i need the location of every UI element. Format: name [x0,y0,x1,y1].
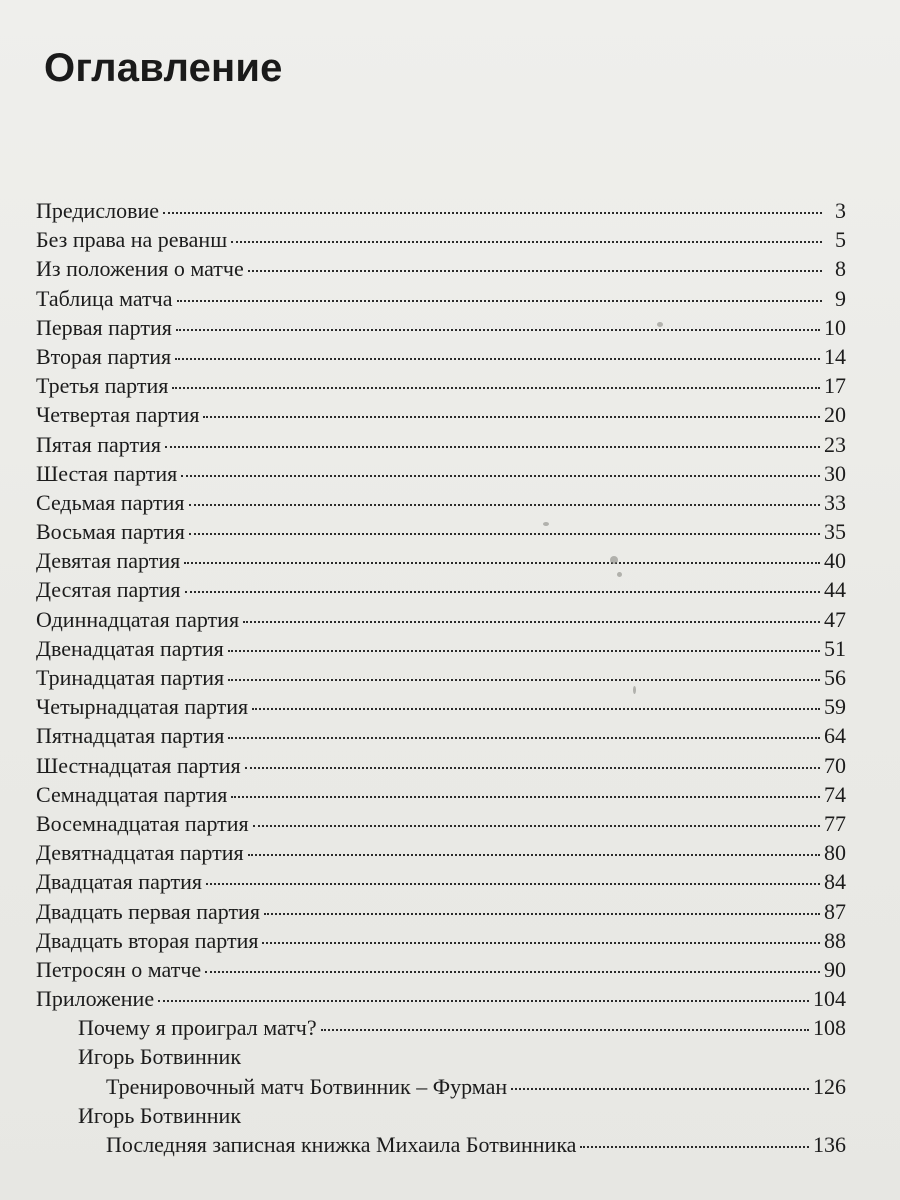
toc-page-number: 90 [824,956,846,982]
dot-leader [185,573,821,593]
print-speck [543,522,549,526]
toc-entry-title: Тринадцатая партия [36,665,225,690]
toc-page-number: 30 [824,460,846,486]
toc-page-number: 87 [824,898,846,924]
dot-leader [252,690,820,710]
dot-leader [262,924,820,944]
toc-entry [36,897,846,926]
toc-page-number: 84 [824,869,846,895]
toc-page-number: 40 [824,548,846,574]
table-of-contents [36,196,846,1159]
toc-entry [36,459,846,488]
dot-leader [231,223,822,243]
dot-leader [228,719,820,739]
toc-entry [36,1042,846,1071]
dot-leader [248,836,820,856]
toc-entry [36,196,846,225]
dot-leader [184,544,820,564]
toc-entry [36,488,846,517]
toc-entry [36,517,846,546]
toc-entry [36,955,846,984]
dot-leader [231,778,820,798]
dot-leader [189,486,820,506]
toc-entry-title: Семнадцатая партия [36,781,228,807]
toc-entry [36,225,846,254]
toc-page-number: 35 [824,519,846,545]
toc-entry-title: Четвертая партия [36,402,200,428]
toc-entry-title: Вторая партия [36,343,172,369]
toc-entry-title: Пятнадцатая партия [36,723,225,749]
toc-entry [36,663,846,692]
toc-page-number: 14 [824,343,846,369]
dot-leader [248,252,822,272]
toc-entry [36,575,846,604]
toc-page-number: 88 [824,927,846,953]
toc-page-number: 104 [813,986,846,1012]
print-speck [610,556,618,564]
toc-page-number: 23 [824,431,846,457]
toc-entry [36,546,846,575]
dot-leader [245,1101,822,1119]
toc-page-number: 33 [824,489,846,515]
page-title: Оглавление [44,46,283,90]
toc-page-number: 56 [824,665,846,690]
toc-entry-title: Одиннадцатая партия [36,606,240,632]
toc-entry-title: Двадцать первая партия [36,898,260,924]
toc-page-number: 59 [824,694,846,720]
toc-entry [36,809,846,838]
toc-entry-title: Восьмая партия [36,519,185,545]
toc-entry [36,313,846,342]
toc-entry [36,371,846,400]
toc-page-number: 5 [835,227,846,253]
toc-page-number: 47 [824,606,846,632]
toc-page-number: 80 [824,840,846,866]
dot-leader [177,282,822,302]
toc-entry [36,430,846,459]
toc-entry [36,926,846,955]
dot-leader [245,749,820,769]
dot-leader [205,953,820,973]
toc-entry-title: Петросян о матче [36,956,202,982]
print-speck [633,686,636,694]
toc-entry [36,780,846,809]
toc-entry-title: Из положения о матче [36,256,244,282]
dot-leader [172,369,820,389]
toc-entry-title: Игорь Ботвинник [78,1044,242,1070]
dot-leader [165,428,820,448]
toc-page-number: 44 [824,577,846,603]
toc-entry [36,867,846,896]
dot-leader [206,865,820,885]
toc-entry-title: Шестая партия [36,460,178,486]
toc-entry [36,1130,846,1159]
dot-leader [264,895,820,915]
toc-entry-title: Двенадцатая партия [36,635,224,661]
toc-entry [36,721,846,750]
toc-entry-title: Двадцать вторая партия [36,927,259,953]
toc-page-number: 77 [824,810,846,836]
toc-entry [36,605,846,634]
toc-entry-title: Таблица матча [36,285,173,311]
toc-page-number: 9 [835,285,846,311]
toc-entry-title: Двадцатая партия [36,869,203,895]
dot-leader [228,632,820,652]
dot-leader [511,1070,809,1090]
dot-leader [321,1011,809,1031]
toc-page-number: 74 [824,781,846,807]
toc-page-number: 136 [813,1132,846,1157]
toc-entry [36,1013,846,1042]
dot-leader [181,457,820,477]
toc-entry-title: Последняя записная книжка Михаила Ботвинника [106,1132,577,1157]
toc-entry [36,751,846,780]
toc-entry-title: Третья партия [36,373,169,399]
toc-entry [36,984,846,1013]
toc-page-number: 108 [813,1015,846,1041]
toc-entry [36,1101,846,1130]
toc-entry-title: Приложение [36,986,155,1012]
toc-page-number: 51 [824,635,846,661]
print-speck [657,322,663,327]
dot-leader [189,515,820,535]
toc-page-number: 70 [824,752,846,778]
toc-entry-title: Пятая партия [36,431,162,457]
print-speck [617,572,622,577]
toc-entry-title: Десятая партия [36,577,181,603]
toc-entry [36,692,846,721]
dot-leader [176,311,820,331]
toc-page-number: 20 [824,402,846,428]
toc-entry-title: Восемнадцатая партия [36,810,249,836]
toc-entry-title: Первая партия [36,314,172,340]
toc-entry-title: Почему я проиграл матч? [78,1015,317,1041]
toc-entry-title: Девятнадцатая партия [36,840,244,866]
toc-entry-title: Седьмая партия [36,489,185,515]
dot-leader [580,1128,809,1148]
dot-leader [245,1042,822,1060]
dot-leader [203,398,820,418]
dot-leader [158,982,809,1002]
toc-entry-title: Четырнадцатая партия [36,694,249,720]
toc-entry-title: Без права на реванш [36,227,228,253]
dot-leader [243,603,820,623]
dot-leader [228,661,820,681]
toc-entry [36,254,846,283]
toc-entry [36,284,846,313]
toc-entry-title: Тренировочный матч Ботвинник – Фурман [106,1073,508,1099]
toc-page-number: 3 [835,198,846,223]
toc-entry-title: Игорь Ботвинник [78,1102,242,1128]
dot-leader [175,340,820,360]
toc-page-number: 126 [813,1073,846,1099]
dot-leader [163,194,822,214]
toc-entry [36,1072,846,1101]
toc-entry-title: Предисловие [36,198,159,223]
toc-page-number: 10 [824,314,846,340]
toc-page-number: 64 [824,723,846,749]
toc-entry-title: Девятая партия [36,548,181,574]
toc-page-number: 17 [824,373,846,399]
toc-entry-title: Шестнадцатая партия [36,752,241,778]
toc-entry [36,634,846,663]
toc-entry [36,838,846,867]
dot-leader [253,807,820,827]
toc-entry [36,342,846,371]
toc-entry [36,400,846,429]
toc-page-number: 8 [835,256,846,282]
